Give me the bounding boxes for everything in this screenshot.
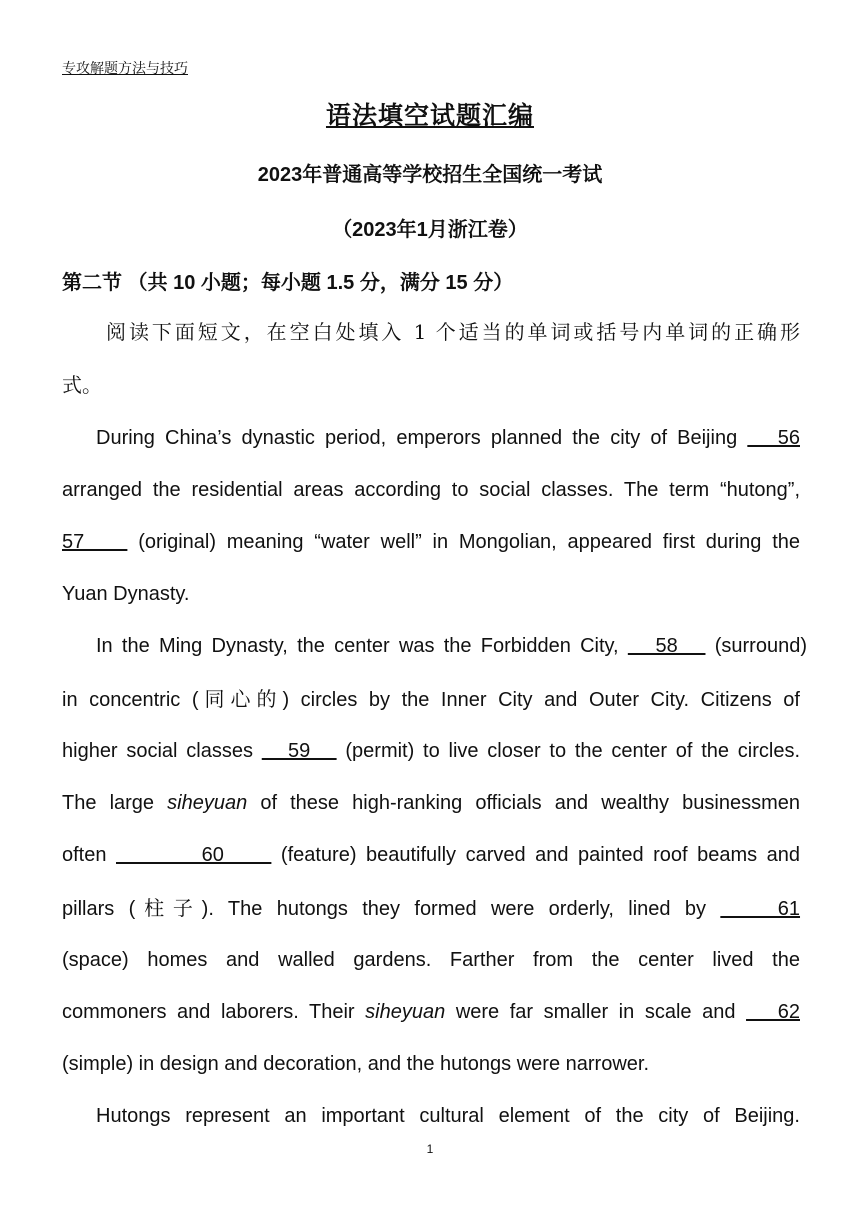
passage-line: often 60 (feature) beautifully carved and painted roof beams and (62, 844, 800, 866)
passage-line: higher social classes 59 (permit) to live closer to the center of the circles. (62, 740, 801, 762)
blank-59[interactable]: 59 (261, 740, 337, 762)
header-note: 专攻解题方法与技巧 (62, 60, 188, 76)
section-heading: 第二节 （共 10 小题；每小题 1.5 分，满分 15 分） (62, 272, 514, 294)
passage-line: (simple) in design and decoration, and the hutongs were narrower. (62, 1053, 650, 1075)
passage-line: In the Ming Dynasty, the center was the Forbidden City, 58 (surround) (96, 635, 807, 657)
passage-line: Yuan Dynasty. (62, 583, 190, 605)
paper-subtitle: （2023年1月浙江卷） (332, 219, 528, 241)
passage-line: arranged the residential areas according to social classes. The term “hutong”, (62, 479, 800, 501)
passage-line: pillars (柱子). The hutongs they formed were orderly, lined by 61 (62, 896, 801, 920)
passage-line: (space) homes and walled gardens. Farther from the center lived the (62, 949, 800, 971)
passage-line: Hutongs represent an important cultural element of the city of Beijing. (96, 1105, 800, 1127)
exam-subtitle: 2023年普通高等学校招生全国统一考试 (257, 164, 603, 186)
passage-line: The large siheyuan of these high-ranking officials and wealthy businessmen (62, 792, 800, 814)
blank-58[interactable]: 58 (627, 635, 706, 657)
instruction-line-1: 阅读下面短文，在空白处填入 1 个适当的单词或括号内单词的正确形 (106, 320, 800, 344)
passage-line: commoners and laborers. Their siheyuan were far smaller in scale and 62 (62, 1001, 800, 1023)
page-number: 1 (426, 1142, 434, 1156)
passage-line: During China’s dynastic period, emperors planned the city of Beijing 56 (96, 427, 800, 449)
blank-57[interactable]: 57 (62, 531, 128, 553)
passage-line: 57 (original) meaning “water well” in Mongolian, appeared first during the (62, 531, 800, 553)
instruction-line-2: 式。 (62, 373, 102, 397)
blank-62[interactable]: 62 (746, 1001, 800, 1023)
blank-56[interactable]: 56 (747, 427, 800, 449)
blank-60[interactable]: 60 (116, 844, 272, 866)
page-title: 语法填空试题汇编 (325, 102, 534, 130)
passage-line: in concentric (同心的) circles by the Inner City and Outer City. Citizens of (62, 687, 800, 711)
blank-61[interactable]: 61 (720, 898, 801, 920)
